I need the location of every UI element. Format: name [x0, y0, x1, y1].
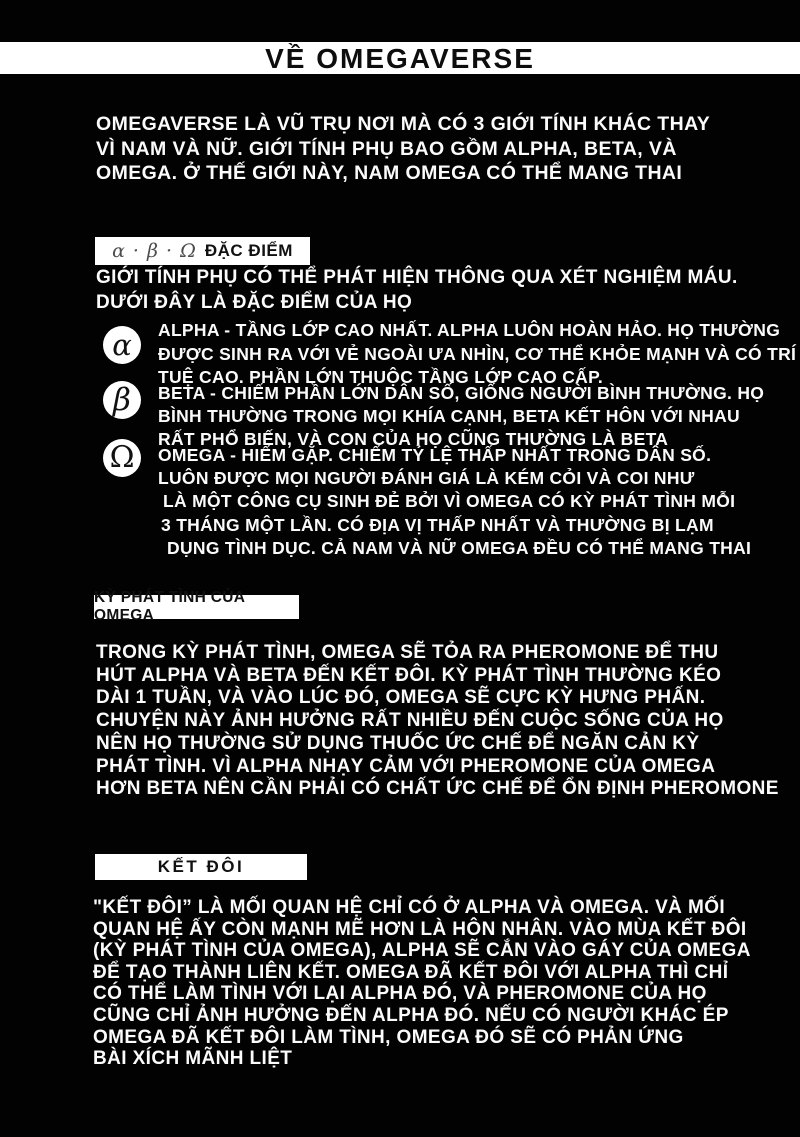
traits-intro-line: DƯỚI ĐÂY LÀ ĐẶC ĐIỂM CỦA HỌ	[96, 292, 413, 313]
heat-line: PHÁT TÌNH. VÌ ALPHA NHẠY CẢM VỚI PHEROMONE CỦA OMEGA	[96, 755, 716, 777]
omega-description-line: LUÔN ĐƯỢC MỌI NGƯỜI ĐÁNH GIÁ LÀ KÉM CỎI VÀ COI NHƯ	[158, 468, 695, 489]
alpha-glyph: α	[112, 327, 132, 362]
omega-description	[158, 444, 751, 560]
bond-line: BÀI XÍCH MÃNH LIỆT	[93, 1048, 293, 1070]
intro-paragraph	[96, 112, 710, 186]
intro-line: OMEGAVERSE LÀ VŨ TRỤ NƠI MÀ CÓ 3 GIỚI TÍNH KHÁC THAY	[96, 113, 711, 135]
beta-description-line: BETA - CHIẾM PHẦN LỚN DÂN SỐ, GIỐNG NGƯỜI BÌNH THƯỜNG. HỌ	[158, 383, 765, 403]
traits-intro-paragraph	[96, 265, 738, 315]
bond-paragraph	[93, 897, 751, 1070]
heat-section-header	[94, 589, 299, 624]
omega-description-line: LÀ MỘT CÔNG CỤ SINH ĐẺ BỞI VÌ OMEGA CÓ KỲ PHÁT TÌNH MỖI	[163, 491, 736, 512]
page-title: VỀ OMEGAVERSE	[265, 43, 535, 74]
alpha-description-line: ALPHA - TẦNG LỚP CAO NHẤT. ALPHA LUÔN HOÀN HẢO. HỌ THƯỜNG	[158, 320, 781, 340]
omega-description-line: 3 THÁNG MỘT LẦN. CÓ ĐỊA VỊ THẤP NHẤT VÀ THƯỜNG BỊ LẠM	[161, 514, 714, 535]
heat-line: CHUYỆN NÀY ẢNH HƯỞNG RẤT NHIỀU ĐẾN CUỘC SỐNG CỦA HỌ	[96, 710, 724, 732]
heat-section-title: KỲ PHÁT TÌNH CỦA OMEGA	[94, 589, 245, 624]
page-title-band	[0, 42, 800, 74]
omega-description-line: DỤNG TÌNH DỤC. CẢ NAM VÀ NỮ OMEGA ĐỀU CÓ THỂ MANG THAI	[167, 537, 752, 558]
heat-line: NÊN HỌ THƯỜNG SỬ DỤNG THUỐC ỨC CHẾ ĐỂ NGĂN CẢN KỲ	[96, 732, 700, 754]
heat-line: TRONG KỲ PHÁT TÌNH, OMEGA SẼ TỎA RA PHEROMONE ĐỂ THU	[96, 642, 719, 663]
beta-description	[158, 382, 764, 451]
alpha-description-line: TUỆ CAO. PHẦN LỚN THUỘC TẦNG LỚP CAO CẤP.	[158, 367, 603, 388]
bond-line: CÓ THỂ LÀM TÌNH VỚI LẠI ALPHA ĐÓ, VÀ PHEROMONE CỦA HỌ	[93, 983, 707, 1005]
traits-section-header	[95, 237, 310, 265]
omega-glyph: Ω	[109, 440, 135, 475]
heat-paragraph	[96, 642, 779, 801]
intro-line: VÌ NAM VÀ NỮ. GIỚI TÍNH PHỤ BAO GỒM ALPHA, BETA, VÀ	[96, 137, 677, 160]
traits-section-title: ĐẶC ĐIỂM	[204, 241, 293, 260]
heat-line: HƠN BETA NÊN CẦN PHẢI CÓ CHẤT ỨC CHẾ ĐỂ ỔN ĐỊNH PHEROMONE	[96, 778, 779, 800]
omega-symbol-icon	[103, 439, 141, 477]
bond-line: (KỲ PHÁT TÌNH CỦA OMEGA), ALPHA SẼ CẮN VÀO GÁY CỦA OMEGA	[93, 940, 751, 962]
alpha-description	[158, 319, 796, 390]
bond-line: OMEGA ĐÃ KẾT ĐÔI LÀM TÌNH, OMEGA ĐÓ SẼ CÓ PHẢN ỨNG	[93, 1026, 684, 1048]
alpha-symbol-icon	[103, 326, 141, 364]
beta-description-line: BÌNH THƯỜNG TRONG MỌI KHÍA CẠNH, BETA KẾT HÔN VỚI NHAU	[158, 406, 740, 426]
beta-description-line: RẤT PHỔ BIẾN, VÀ CON CỦA HỌ CŨNG THƯỜNG LÀ BETA	[158, 429, 669, 449]
heat-line: DÀI 1 TUẦN, VÀ VÀO LÚC ĐÓ, OMEGA SẼ CỰC KỲ HƯNG PHẤN.	[96, 687, 706, 709]
bond-line: CŨNG CHỈ ẢNH HƯỞNG ĐẾN ALPHA ĐÓ. NẾU CÓ NGƯỜI KHÁC ÉP	[93, 1004, 729, 1026]
bond-line: QUAN HỆ ẤY CÒN MẠNH MẼ HƠN LÀ HÔN NHÂN. VÀO MÙA KẾT ĐÔI	[93, 918, 747, 940]
intro-line: OMEGA. Ở THẾ GIỚI NÀY, NAM OMEGA CÓ THỂ MANG THAI	[96, 162, 683, 184]
alpha-beta-omega-symbols: α · β · Ω	[112, 240, 197, 262]
beta-glyph: β	[113, 381, 131, 418]
bond-line: "KẾT ĐÔI” LÀ MỐI QUAN HỆ CHỈ CÓ Ở ALPHA VÀ OMEGA. VÀ MỐI	[93, 897, 726, 918]
bond-section-title: KẾT ĐÔI	[157, 857, 245, 876]
omega-description-line: OMEGA - HIẾM GẶP. CHIẾM TỶ LỆ THẤP NHẤT TRONG DÂN SỐ.	[158, 445, 712, 465]
bond-line: ĐỂ TẠO THÀNH LIÊN KẾT. OMEGA ĐÃ KẾT ĐÔI VỚI ALPHA THÌ CHỈ	[93, 961, 729, 983]
traits-intro-line: GIỚI TÍNH PHỤ CÓ THỂ PHÁT HIỆN THÔNG QUA XÉT NGHIỆM MÁU.	[96, 267, 738, 288]
beta-symbol-icon	[103, 381, 141, 419]
bond-section-header	[95, 854, 307, 880]
heat-line: HÚT ALPHA VÀ BETA ĐẾN KẾT ĐÔI. KỲ PHÁT TÌNH THƯỜNG KÉO	[96, 664, 722, 686]
alpha-description-line: ĐƯỢC SINH RA VỚI VẺ NGOÀI ƯA NHÌN, CƠ THỂ KHỎE MẠNH VÀ CÓ TRÍ	[158, 343, 797, 364]
